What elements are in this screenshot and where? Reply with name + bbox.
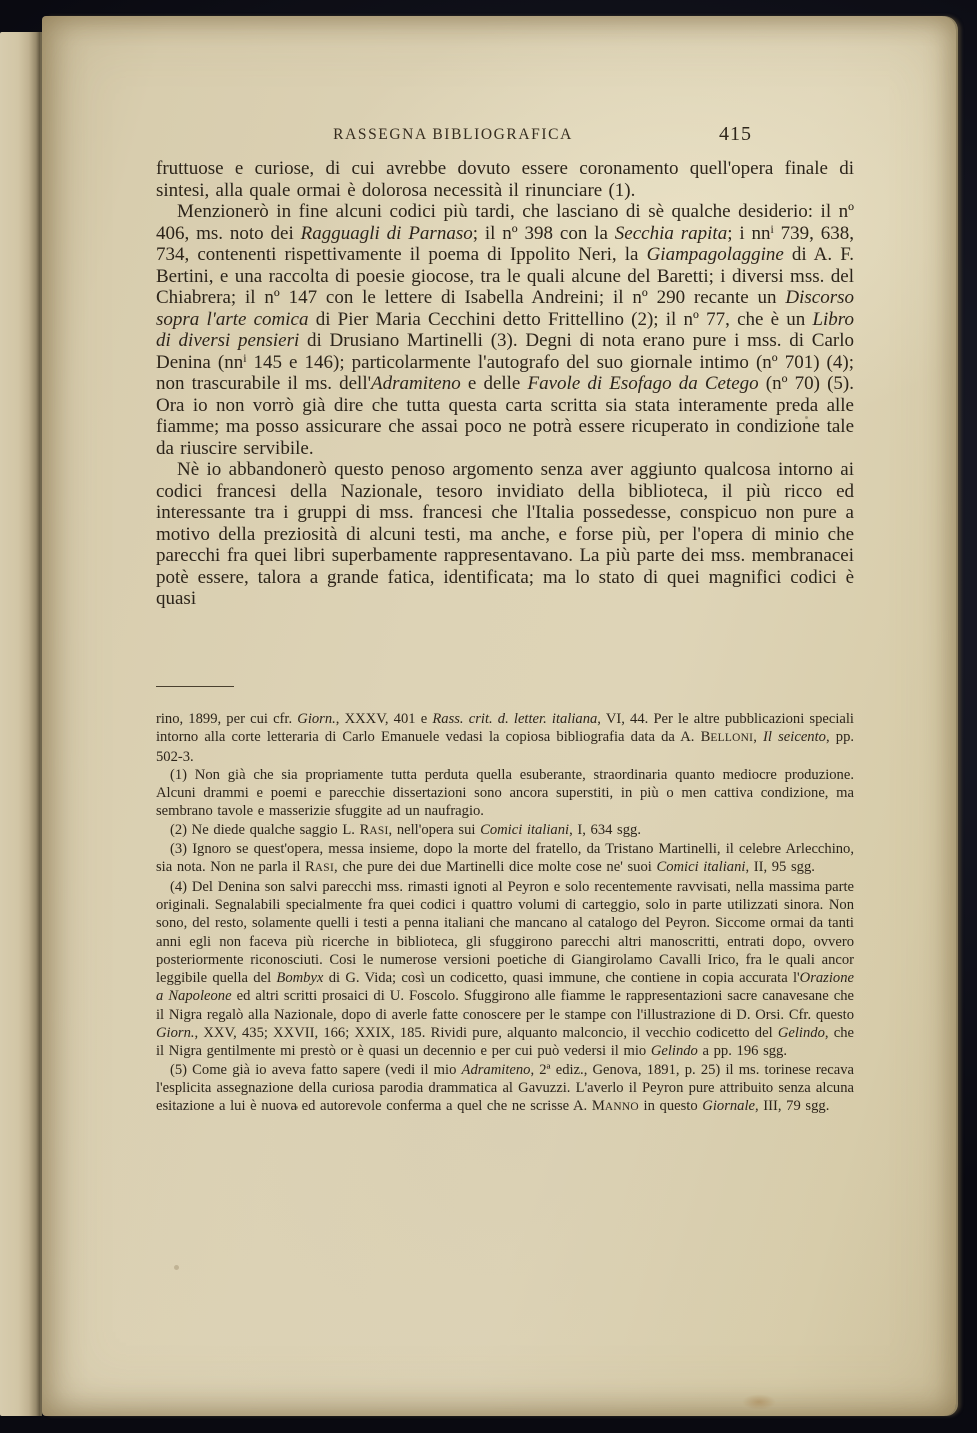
body-paragraph: Menzionerò in fine alcuni codici più tardi, che lasciano di sè qualche desiderio: il nº 406, ms. noto dei Ragguagli di Parnaso; il nº 398 con la Secchia rapita; i $nn^i$ 739, 638, 734, contenenti rispettivamente il poema di Ippolito Neri, la Giampagolaggine di A. F. Bertini, e una raccolta di poesie giocose, tra le quali alcune del Baretti; i diversi mss. del Chiabrera; il nº 147 con le lettere di Isabella Andreini; il nº 290 recante un Discorso sopra l'arte comica di Pier Maria Cecchini detto Frittellino (2); il nº 77, che è un Libro di diversi pensieri di Drusiano Martinelli (3). Degni di nota erano pure i mss. di Carlo Denina ($nn^i$ 145 e 146); particolarmente l'autografo del suo giornale intimo (nº 701) (4); non trascurabile il ms. dell'Adramiteno e delle Favole di Esofago da Cetego (nº 70) (5). Ora io non vorrò già dire che tutta questa carta scritta sia stata interamente preda alle fiamme; ma posso assicurare che assai poco ne potrà essere ricuperato in condizione tale da riuscire servibile.	[156, 201, 855, 459]
adjacent-page-edge	[0, 32, 42, 1416]
body-paragraph: fruttuose e curiose, di cui avrebbe dovuto essere coronamento quell'opera finale di sintesi, alla quale ormai è dolorosa necessità il rinunciare (1).	[156, 158, 854, 201]
page-number: 415	[719, 123, 752, 145]
footnotes-block	[156, 710, 854, 1117]
page-header	[156, 123, 854, 145]
footnote: (1) Non già che sia propriamente tutta perduta quella esuberante, straordinaria quanto mediocre produzione. Alcuni drammi e poemi e parecchie dissertazioni sono ancora superstiti, in più o men cattiva condizione, ma sembrano tavole e masserizie sfuggite ad un naufragio.	[156, 766, 854, 820]
footnote: (2) Ne diede qualche saggio L. RASI, nell'opera sui Comici italiani, I, 634 sgg.	[170, 821, 641, 838]
footnote-separator	[156, 686, 234, 687]
footnote: (3) Ignoro se quest'opera, messa insieme, dopo la morte del fratello, da Tristano Martinelli, il celebre Arlecchino, sia nota. Non ne parla il RASI, che pure dei due Martinelli dice molte cose ne' suoi Comici italiani, II, 95 sgg.	[156, 841, 854, 876]
footnote: (4) Del Denina son salvi parecchi mss. rimasti ignoti al Peyron e solo recentemente ravvisati, nella massima parte originali. Segnalabili specialmente fra quei codici i quattro volumi di carteggio, solo in parte utilizzati sinora. Non sono, del resto, solamente quelli i testi a penna italiani che mancano al catalogo del Peyron. Siccome ormai da tanti anni egli non faceva più ricerche in biblioteca, gli sfuggirono parecchi altri manoscritti, entrati dopo, ovvero posteriormente riconosciuti. Cosi le numerose versioni poetiche di Giangirolamo Cavalli Irico, fra le quali ancor leggibile quella del Bombyx di G. Vida; così un codicetto, quasi immune, che contiene in copia accurata l'Orazione a Napoleone ed altri scritti prosaici di U. Foscolo. Sfuggirono alle fiamme le rappresentazioni sacre canavesane che il Nigra regalò alla Nazionale, dopo di averle fatte conoscere per le stampe con l'illustrazione di D. Orsi. Cfr. questo Giorn., XXV, 435; XXVII, 166; XXIX, 185. Rividi pure, alquanto malconcio, il vecchio codicetto del Gelindo, che il Nigra gentilmente mi prestò or è quasi un decennio e per cui può vedersi il mio Gelindo a pp. 196 sgg.	[156, 878, 854, 1060]
body-text	[156, 158, 854, 610]
footnote: (5) Come già io aveva fatto sapere (vedi il mio Adramiteno, 2ª ediz., Genova, 1891, p. 25) il ms. torinese recava l'esplicita assegnazione della curiosa parodia drammatica al Gavuzzi. L'averlo il Peyron pure attribuito senza alcuna esitazione a lui è nuova ed autorevole conferma a quel che ne scrisse A. MANNO in questo Giornale, III, 79 sgg.	[156, 1061, 854, 1115]
footnote: rino, 1899, per cui cfr. Giorn., XXXV, 401 e Rass. crit. d. letter. italiana, VI, 44. Per le altre pubblicazioni speciali intorno alla corte letteraria di Carlo Emanuele vedasi la copiosa bibliografia data da A. BELLONI, Il seicento, pp. 502-3.	[156, 711, 855, 765]
book-page	[42, 16, 956, 1416]
text-column	[156, 16, 854, 1416]
journal-running-title: RASSEGNA BIBLIOGRAFICA	[333, 126, 573, 143]
body-paragraph: Nè io abbandonerò questo penoso argomento senza aver aggiunto qualcosa intorno ai codici francesi della Nazionale, tesoro invidiato della biblioteca, il più ricco ed interessante tra i gruppi di mss. francesi che l'Italia possedesse, conspicuo non pure a motivo della preziosità di alcuni testi, ma anche, e forse più, per l'opera di minio che parecchi fra quei libri superbamente rappresentavano. La più parte dei mss. membranacei potè essere, talora a grande fatica, identificata; ma lo stato di quei magnifici codici è quasi	[156, 459, 854, 609]
